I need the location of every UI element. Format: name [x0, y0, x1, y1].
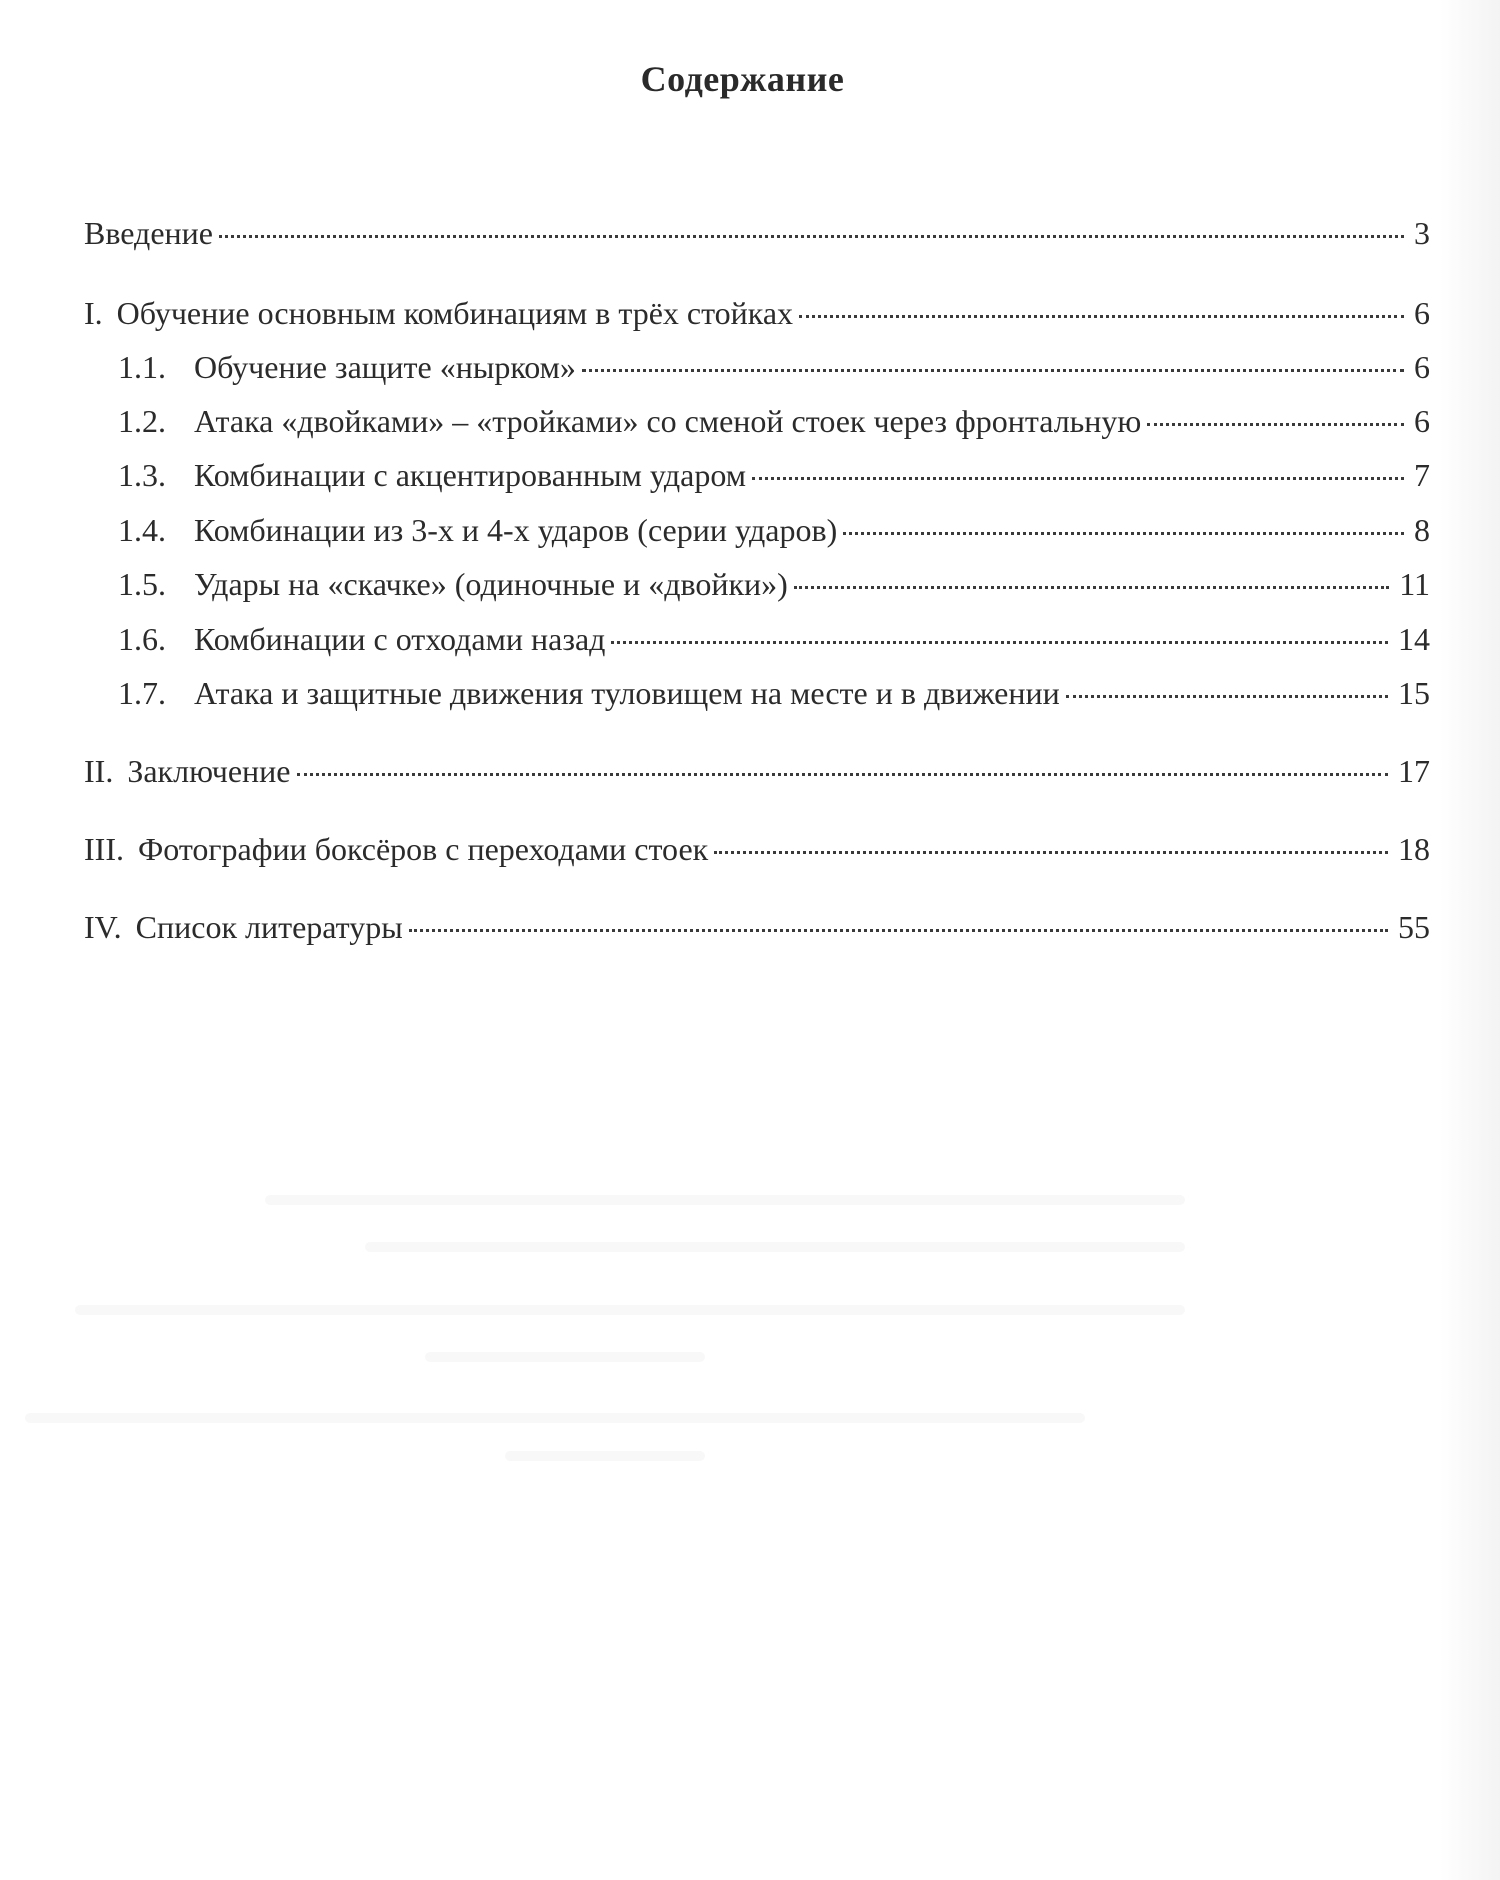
toc-entry-label: Комбинации из 3-х и 4-х ударов (серии ударов) — [194, 512, 838, 548]
toc-entry-page: 11 — [1399, 566, 1430, 602]
toc-entry-section-1-7 — [84, 671, 1430, 715]
toc-entry-page: 18 — [1398, 831, 1430, 867]
toc-entry-page: 6 — [1414, 349, 1430, 385]
dot-leader — [297, 769, 1389, 776]
toc-entry-label: Комбинации с акцентированным ударом — [194, 457, 747, 493]
toc-entry-section-1-6 — [84, 617, 1430, 661]
page-title: Содержание — [640, 59, 845, 99]
toc-entry-page: 3 — [1414, 215, 1430, 251]
toc-entry-page: 8 — [1414, 512, 1430, 548]
toc-entry-label: Фотографии боксёров с переходами стоек — [137, 831, 709, 867]
toc-entry-section-1-5 — [84, 562, 1430, 606]
toc-entry-label: Заключение — [127, 753, 291, 789]
toc-entry-number: 1.2. — [118, 403, 166, 439]
dot-leader — [714, 847, 1388, 854]
dot-leader — [843, 528, 1404, 535]
toc-entry-label: Обучение защите «нырком» — [194, 349, 576, 385]
toc-entry-label: Список литературы — [135, 909, 403, 945]
toc-entry-label: Атака и защитные движения туловищем на месте и в движении — [194, 675, 1060, 711]
toc-entry-number: III. — [84, 831, 124, 867]
toc-entry-number: 1.1. — [118, 349, 166, 385]
toc-entry-number: IV. — [84, 909, 122, 945]
dot-leader — [409, 925, 1388, 932]
dot-leader — [1066, 691, 1388, 698]
toc-entry-number: II. — [84, 753, 114, 789]
toc-entry-page: 6 — [1414, 403, 1430, 439]
dot-leader — [611, 637, 1388, 644]
toc-entry-number: 1.5. — [118, 566, 166, 602]
dot-leader — [752, 473, 1404, 480]
toc-entry-page: 17 — [1398, 753, 1430, 789]
toc-entry-part-3 — [84, 827, 1430, 871]
toc-entry-number: 1.6. — [118, 621, 166, 657]
toc-entry-label: Удары на «скачке» (одиночные и «двойки») — [194, 566, 788, 602]
toc-entry-page: 14 — [1398, 621, 1430, 657]
toc-entry-page: 7 — [1414, 457, 1430, 493]
toc-entry-part-1 — [84, 291, 1430, 335]
toc-entry-part-4 — [84, 905, 1430, 949]
toc-entry-label: Введение — [84, 215, 213, 251]
toc-entry-number: I. — [84, 295, 103, 331]
toc-entry-label: Комбинации с отходами назад — [194, 621, 606, 657]
dot-leader — [582, 365, 1404, 372]
toc-entry-section-1-1 — [84, 345, 1430, 389]
dot-leader — [794, 582, 1389, 589]
toc-entry-introduction — [84, 211, 1430, 255]
toc-entry-number: 1.3. — [118, 457, 166, 493]
toc-entry-section-1-4 — [84, 508, 1430, 552]
toc-entry-section-1-3 — [84, 453, 1430, 497]
toc-entry-number: 1.4. — [118, 512, 166, 548]
toc-entry-part-2 — [84, 749, 1430, 793]
toc-entry-number: 1.7. — [118, 675, 166, 711]
toc-entry-label: Обучение основным комбинациям в трёх стойках — [116, 295, 794, 331]
dot-leader — [799, 311, 1404, 318]
dot-leader — [219, 231, 1404, 238]
toc-entry-page: 15 — [1398, 675, 1430, 711]
toc-entry-page: 6 — [1414, 295, 1430, 331]
toc-entry-label: Атака «двойками» – «тройками» со сменой стоек через фронтальную — [194, 403, 1142, 439]
toc-entry-page: 55 — [1398, 909, 1430, 945]
dot-leader — [1147, 419, 1404, 426]
toc-entry-section-1-2 — [84, 399, 1430, 443]
